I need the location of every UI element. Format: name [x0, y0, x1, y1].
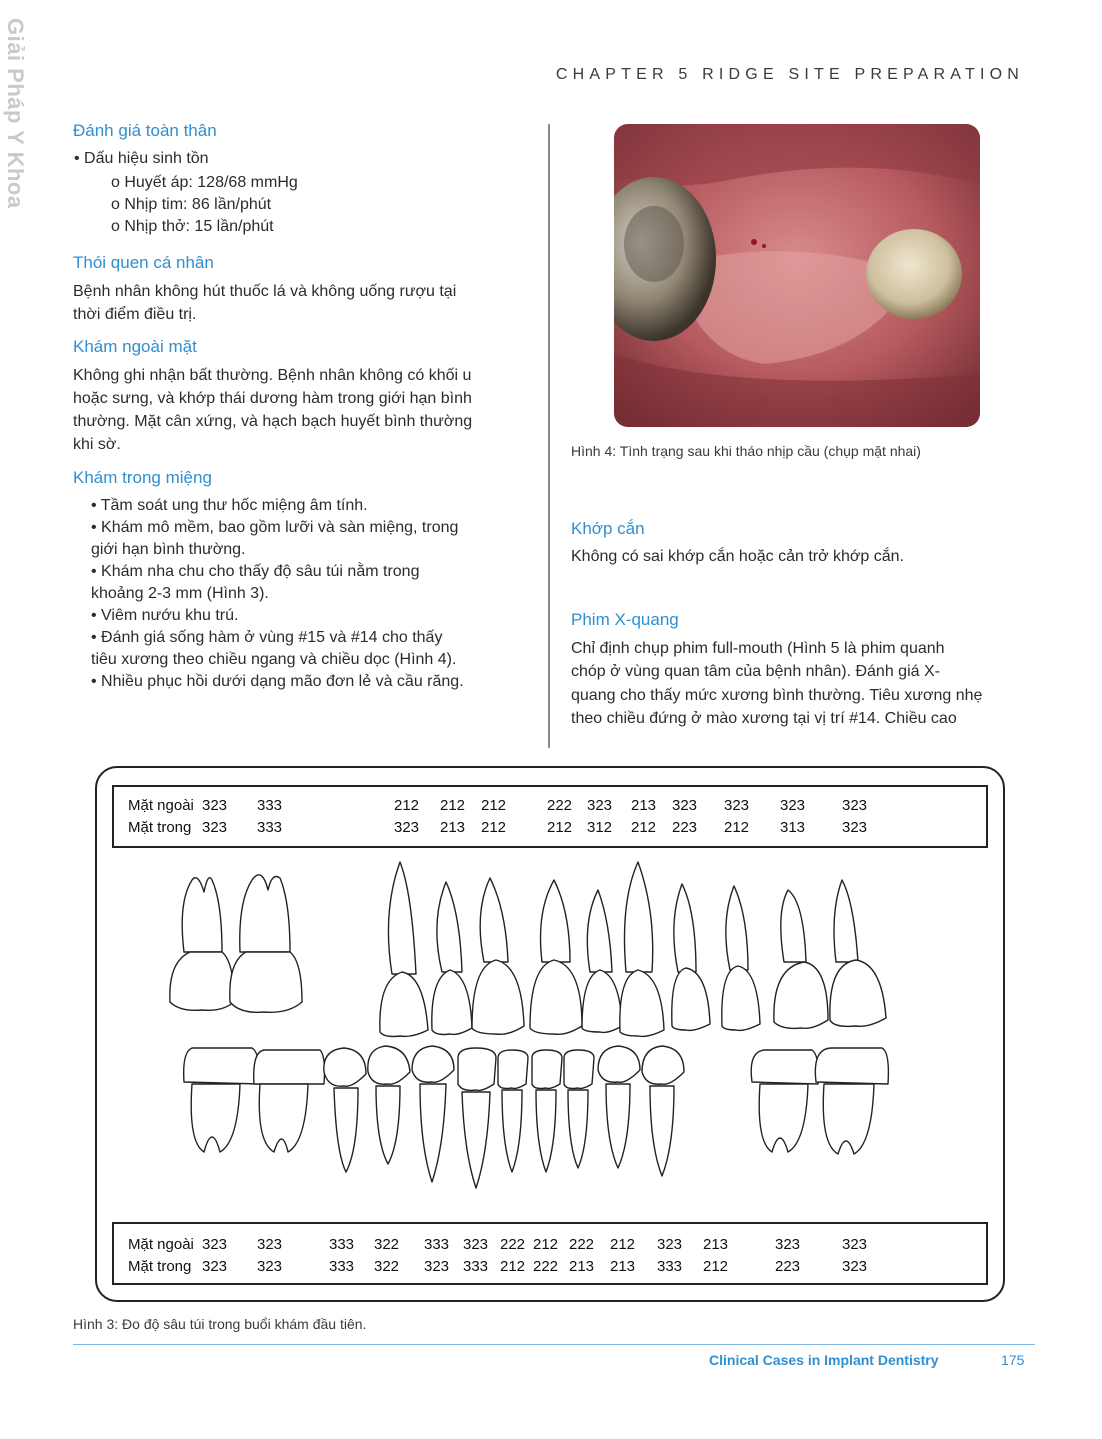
probing-depth-value: 323 [202, 1236, 228, 1253]
probing-depth-value: 323 [463, 1236, 489, 1253]
paragraph-line: • Khám mô mềm, bao gồm lưỡi và sàn miệng, trong [91, 519, 459, 536]
probing-depth-value: 312 [587, 819, 613, 836]
vital-item: o Huyết áp: 128/68 mmHg [111, 174, 298, 191]
probing-depth-value: 213 [610, 1258, 636, 1275]
vital-item: o Nhịp tim: 86 lần/phút [111, 196, 272, 213]
paragraph-line: giới hạn bình thường. [91, 541, 246, 558]
probing-depth-value: 213 [631, 797, 657, 814]
probing-depth-value: 323 [202, 819, 228, 836]
probing-depth-value: 213 [440, 819, 466, 836]
running-head: CHAPTER 5 RIDGE SITE PREPARATION [555, 66, 1024, 83]
probing-depth-value: 212 [394, 797, 420, 814]
probing-depth-value: 333 [424, 1236, 450, 1253]
probing-depth-value: 313 [780, 819, 806, 836]
row-label-inner-lower: Mặt trong [128, 1258, 192, 1275]
probing-depth-value: 323 [724, 797, 750, 814]
probing-depth-value: 333 [257, 819, 283, 836]
probing-depth-value: 323 [842, 797, 868, 814]
probing-depth-value: 223 [672, 819, 698, 836]
probing-depth-value: 323 [842, 1258, 868, 1275]
section-title-occlusion: Khớp cắn [571, 519, 645, 538]
probing-depth-value: 213 [703, 1236, 729, 1253]
row-label-outer-upper: Mặt ngoài [128, 797, 194, 814]
probing-depth-value: 212 [703, 1258, 729, 1275]
probing-depth-value: 333 [257, 797, 283, 814]
probing-depth-value: 222 [533, 1258, 559, 1275]
paragraph-line: • Khám nha chu cho thấy độ sâu túi nằm trong [91, 563, 420, 580]
footer-divider [73, 1344, 1035, 1345]
row-label-outer-lower: Mặt ngoài [128, 1236, 194, 1253]
probing-depth-value: 213 [569, 1258, 595, 1275]
probing-depth-value: 212 [500, 1258, 526, 1275]
paragraph-line: Không có sai khớp cắn hoặc cản trở khớp cắn. [571, 548, 904, 565]
page-number: 175 [1001, 1352, 1025, 1368]
probing-depth-value: 323 [842, 1236, 868, 1253]
probing-depth-value: 333 [329, 1258, 355, 1275]
paragraph-line: • Tầm soát ung thư hốc miệng âm tính. [91, 497, 368, 514]
probing-depth-value: 212 [440, 797, 466, 814]
figure-4-caption: Hình 4: Tình trạng sau khi tháo nhịp cầu (chụp mặt nhai) [571, 443, 921, 459]
probing-depth-value: 333 [463, 1258, 489, 1275]
paragraph-line: • Nhiều phục hồi dưới dạng mão đơn lẻ và cầu răng. [91, 673, 464, 690]
teeth-diagram [112, 852, 984, 1224]
probing-depth-value: 323 [202, 797, 228, 814]
probing-depth-value: 223 [775, 1258, 801, 1275]
probing-depth-value: 212 [610, 1236, 636, 1253]
paragraph-line: thường. Mặt cân xứng, và hạch bạch huyết bình thường [73, 413, 473, 430]
probing-depth-value: 323 [394, 819, 420, 836]
paragraph-line: Chỉ định chụp phim full-mouth (Hình 5 là phim quanh [571, 640, 945, 657]
figure-4-photo [614, 124, 980, 427]
section-title-systemic: Đánh giá toàn thân [73, 121, 217, 140]
probing-depth-value: 212 [547, 819, 573, 836]
probing-depth-value: 323 [842, 819, 868, 836]
section-title-habits: Thói quen cá nhân [73, 253, 214, 272]
vital-signs-bullet: • Dấu hiệu sinh tồn [74, 150, 209, 167]
probing-depth-value: 333 [657, 1258, 683, 1275]
lower-probing-box [112, 1222, 988, 1285]
paragraph-line: khoảng 2-3 mm (Hình 3). [91, 585, 269, 602]
probing-depth-value: 323 [257, 1236, 283, 1253]
probing-depth-value: 212 [481, 797, 507, 814]
probing-depth-value: 323 [775, 1236, 801, 1253]
probing-depth-value: 212 [724, 819, 750, 836]
paragraph-line: • Viêm nướu khu trú. [91, 607, 239, 624]
vital-item: o Nhịp thở: 15 lần/phút [111, 218, 274, 235]
figure-3-caption: Hình 3: Đo độ sâu túi trong buổi khám đầu tiên. [73, 1316, 367, 1332]
paragraph-line: Không ghi nhận bất thường. Bệnh nhân không có khối u [73, 367, 472, 384]
paragraph-line: thời điểm điều trị. [73, 306, 197, 323]
paragraph-line: khi sờ. [73, 436, 121, 453]
probing-depth-value: 323 [424, 1258, 450, 1275]
probing-depth-value: 322 [374, 1236, 400, 1253]
section-title-intraoral: Khám trong miệng [73, 468, 212, 487]
probing-depth-value: 323 [672, 797, 698, 814]
probing-depth-value: 222 [569, 1236, 595, 1253]
paragraph-line: theo chiều đứng ở mào xương tại vị trí #14. Chiều cao [571, 710, 957, 727]
row-label-inner-upper: Mặt trong [128, 819, 192, 836]
probing-depth-value: 222 [547, 797, 573, 814]
upper-probing-box [112, 785, 988, 848]
watermark: Giải Pháp Y Khoa [3, 18, 28, 209]
probing-depth-value: 323 [657, 1236, 683, 1253]
probing-depth-value: 333 [329, 1236, 355, 1253]
probing-depth-value: 323 [780, 797, 806, 814]
column-divider [548, 124, 550, 748]
probing-depth-value: 323 [202, 1258, 228, 1275]
paragraph-line: tiêu xương theo chiều ngang và chiều dọc (Hình 4). [91, 651, 457, 668]
probing-depth-value: 212 [481, 819, 507, 836]
paragraph-line: quang cho thấy mức xương bình thường. Tiêu xương nhẹ [571, 687, 983, 704]
section-title-xray: Phim X-quang [571, 610, 679, 629]
paragraph-line: chóp ở vùng quan tâm của bệnh nhân). Đánh giá X- [571, 663, 940, 680]
paragraph-line: hoặc sưng, và khớp thái dương hàm trong giới hạn bình [73, 390, 472, 407]
probing-depth-value: 323 [257, 1258, 283, 1275]
probing-depth-value: 323 [587, 797, 613, 814]
probing-depth-value: 222 [500, 1236, 526, 1253]
probing-depth-value: 212 [533, 1236, 559, 1253]
probing-depth-value: 212 [631, 819, 657, 836]
paragraph-line: • Đánh giá sống hàm ở vùng #15 và #14 cho thấy [91, 629, 443, 646]
paragraph-line: Bệnh nhân không hút thuốc lá và không uống rượu tại [73, 283, 457, 300]
footer-book-title: Clinical Cases in Implant Dentistry [709, 1352, 939, 1368]
probing-depth-value: 322 [374, 1258, 400, 1275]
section-title-extraoral: Khám ngoài mặt [73, 337, 197, 356]
